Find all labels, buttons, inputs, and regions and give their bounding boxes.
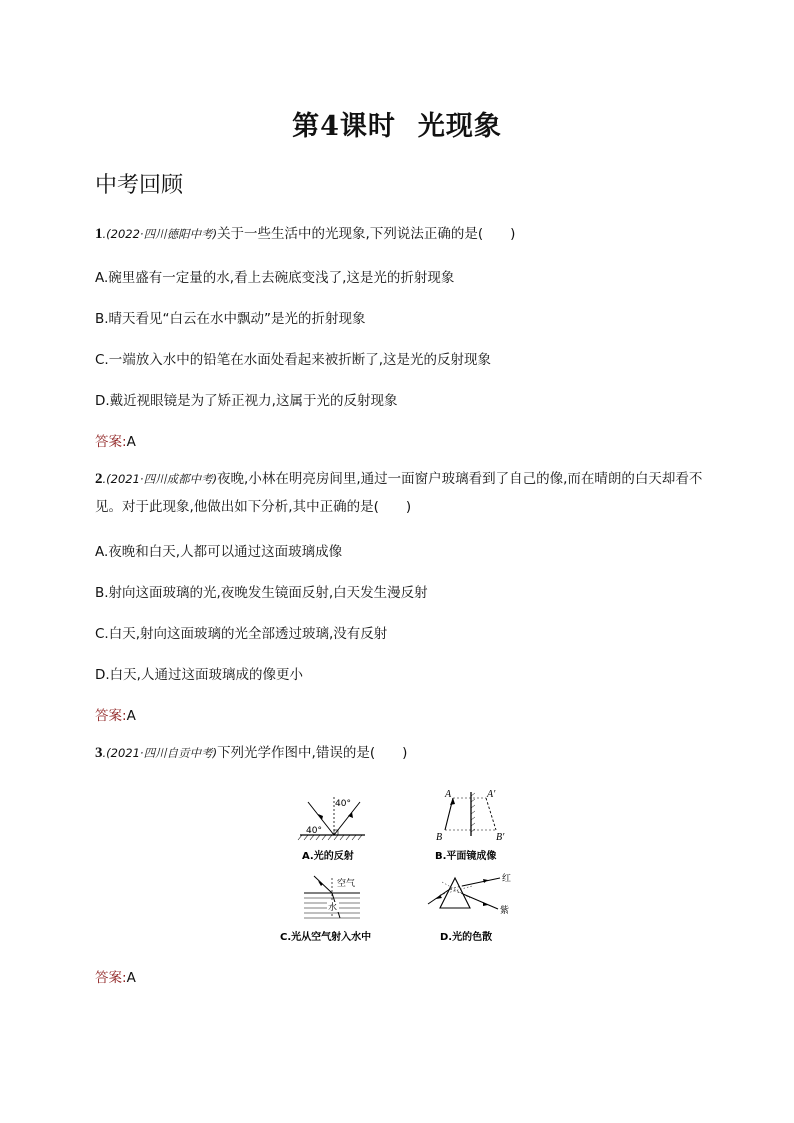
question-number: 1 <box>95 226 103 242</box>
option-b: B.晴天看见“白云在水中飘动”是光的折射现象 <box>95 311 366 327</box>
answer <box>95 966 136 986</box>
option-b: B.射向这面玻璃的光,夜晚发生镜面反射,白天发生漫反射 <box>95 585 428 601</box>
violet-label: 紫 <box>500 906 510 916</box>
point-a-prime-label: A′ <box>487 789 496 800</box>
answer <box>95 704 136 724</box>
answer-value: A <box>126 708 136 724</box>
option-a: A.碗里盛有一定量的水,看上去碗底变浅了,这是光的折射现象 <box>95 270 455 286</box>
question-stem: 关于一些生活中的光现象,下列说法正确的是( ) <box>217 226 516 242</box>
caption-b: B.平面镜成像 <box>435 851 497 862</box>
answer-label: 答案: <box>95 970 127 986</box>
section-heading: 中考回顾 <box>95 173 184 198</box>
caption-c: C.光从空气射入水中 <box>280 932 372 943</box>
angle-label: 40° <box>335 799 351 809</box>
page-title <box>0 104 794 143</box>
question-stem: 下列光学作图中,错误的是( ) <box>217 745 408 761</box>
title-prefix: 第 <box>292 111 321 142</box>
air-label: 空气 <box>337 879 356 889</box>
question-1 <box>95 220 705 248</box>
option-a: A.夜晚和白天,人都可以通过这面玻璃成像 <box>95 544 343 560</box>
option-d: D.戴近视眼镜是为了矫正视力,这属于光的反射现象 <box>95 393 398 409</box>
option-c: C.白天,射向这面玻璃的光全部透过玻璃,没有反射 <box>95 626 388 642</box>
option-d: D.白天,人通过这面玻璃成的像更小 <box>95 667 303 683</box>
point-b-label: B <box>436 832 443 843</box>
diagram-reflection <box>298 796 365 862</box>
question-number: 3 <box>95 745 103 761</box>
optics-diagrams-figure <box>280 778 530 950</box>
point-b-prime-label: B′ <box>496 832 505 843</box>
caption-a: A.光的反射 <box>302 851 354 862</box>
title-lesson: 课时 <box>339 111 396 142</box>
answer-label: 答案: <box>95 434 127 450</box>
diagram-refraction <box>280 876 371 943</box>
question-2 <box>95 465 705 521</box>
title-topic: 光现象 <box>417 111 502 142</box>
answer-value: A <box>126 434 136 450</box>
angle-label: 40° <box>306 826 322 836</box>
question-3 <box>95 739 705 767</box>
point-a-label: A <box>445 789 452 800</box>
answer <box>95 430 136 450</box>
caption-d: D.光的色散 <box>440 932 493 943</box>
question-source: .(2022·四川德阳中考) <box>102 227 218 241</box>
red-label: 红 <box>502 874 512 884</box>
title-number: 4 <box>320 111 340 142</box>
question-source: .(2021·四川自贡中考) <box>102 746 218 760</box>
water-label: 水 <box>328 903 338 913</box>
question-stem: 夜晚,小林在明亮房间里,通过一面窗户玻璃看到了自己的像,而在晴朗的白天却看不见。对于此现象,他做出如下分析,其中正确的是( ) <box>95 471 703 515</box>
diagram-dispersion <box>428 872 511 943</box>
option-c: C.一端放入水中的铅笔在水面处看起来被折断了,这是光的反射现象 <box>95 352 492 368</box>
answer-value: A <box>126 970 136 986</box>
question-source: .(2021·四川成都中考) <box>102 472 218 486</box>
diagram-plane-mirror <box>435 789 505 862</box>
question-number: 2 <box>95 471 103 487</box>
answer-label: 答案: <box>95 708 127 724</box>
